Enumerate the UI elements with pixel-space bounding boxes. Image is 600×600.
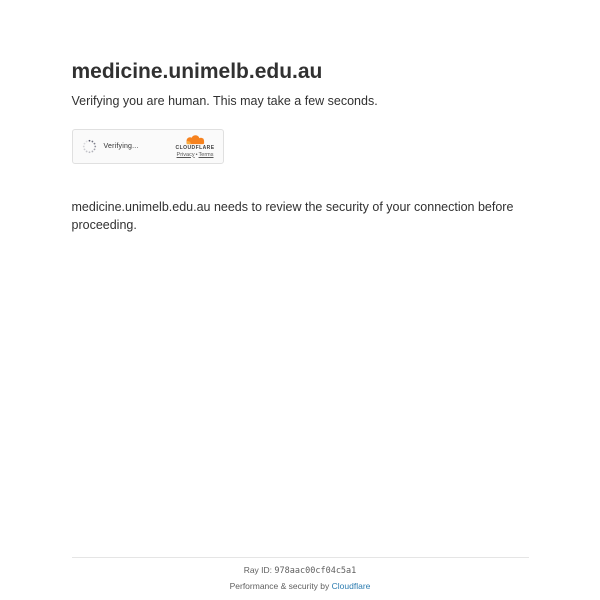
terms-link[interactable]: Terms (198, 151, 214, 158)
widget-links (177, 153, 214, 159)
main-content (72, 0, 529, 557)
widget-status (82, 139, 139, 154)
spinner-icon (82, 139, 97, 154)
privacy-link[interactable]: Privacy (176, 151, 195, 158)
verification-subtitle: Verifying you are human. This may take a few seconds. (71, 94, 378, 109)
turnstile-widget (72, 129, 224, 164)
cloudflare-logo-icon (184, 135, 206, 145)
footer (72, 557, 529, 600)
performance-line (72, 581, 529, 591)
ray-id-value: 978aac00cf04c5a1 (274, 566, 357, 576)
ray-id-line (72, 565, 529, 576)
verifying-label: Verifying... (103, 142, 139, 150)
cloudflare-link[interactable]: Cloudflare (331, 581, 371, 591)
security-review-message: medicine.unimelb.edu.au needs to review the security of your connection before proceeding. (71, 199, 514, 232)
links-separator: • (195, 151, 198, 158)
cloudflare-brand (176, 135, 215, 159)
performance-text: Performance & security by (229, 581, 330, 591)
ray-id-label: Ray ID: (243, 565, 273, 575)
page-title: medicine.unimelb.edu.au (71, 60, 323, 83)
cloudflare-wordmark: CLOUDFLARE (175, 144, 215, 151)
